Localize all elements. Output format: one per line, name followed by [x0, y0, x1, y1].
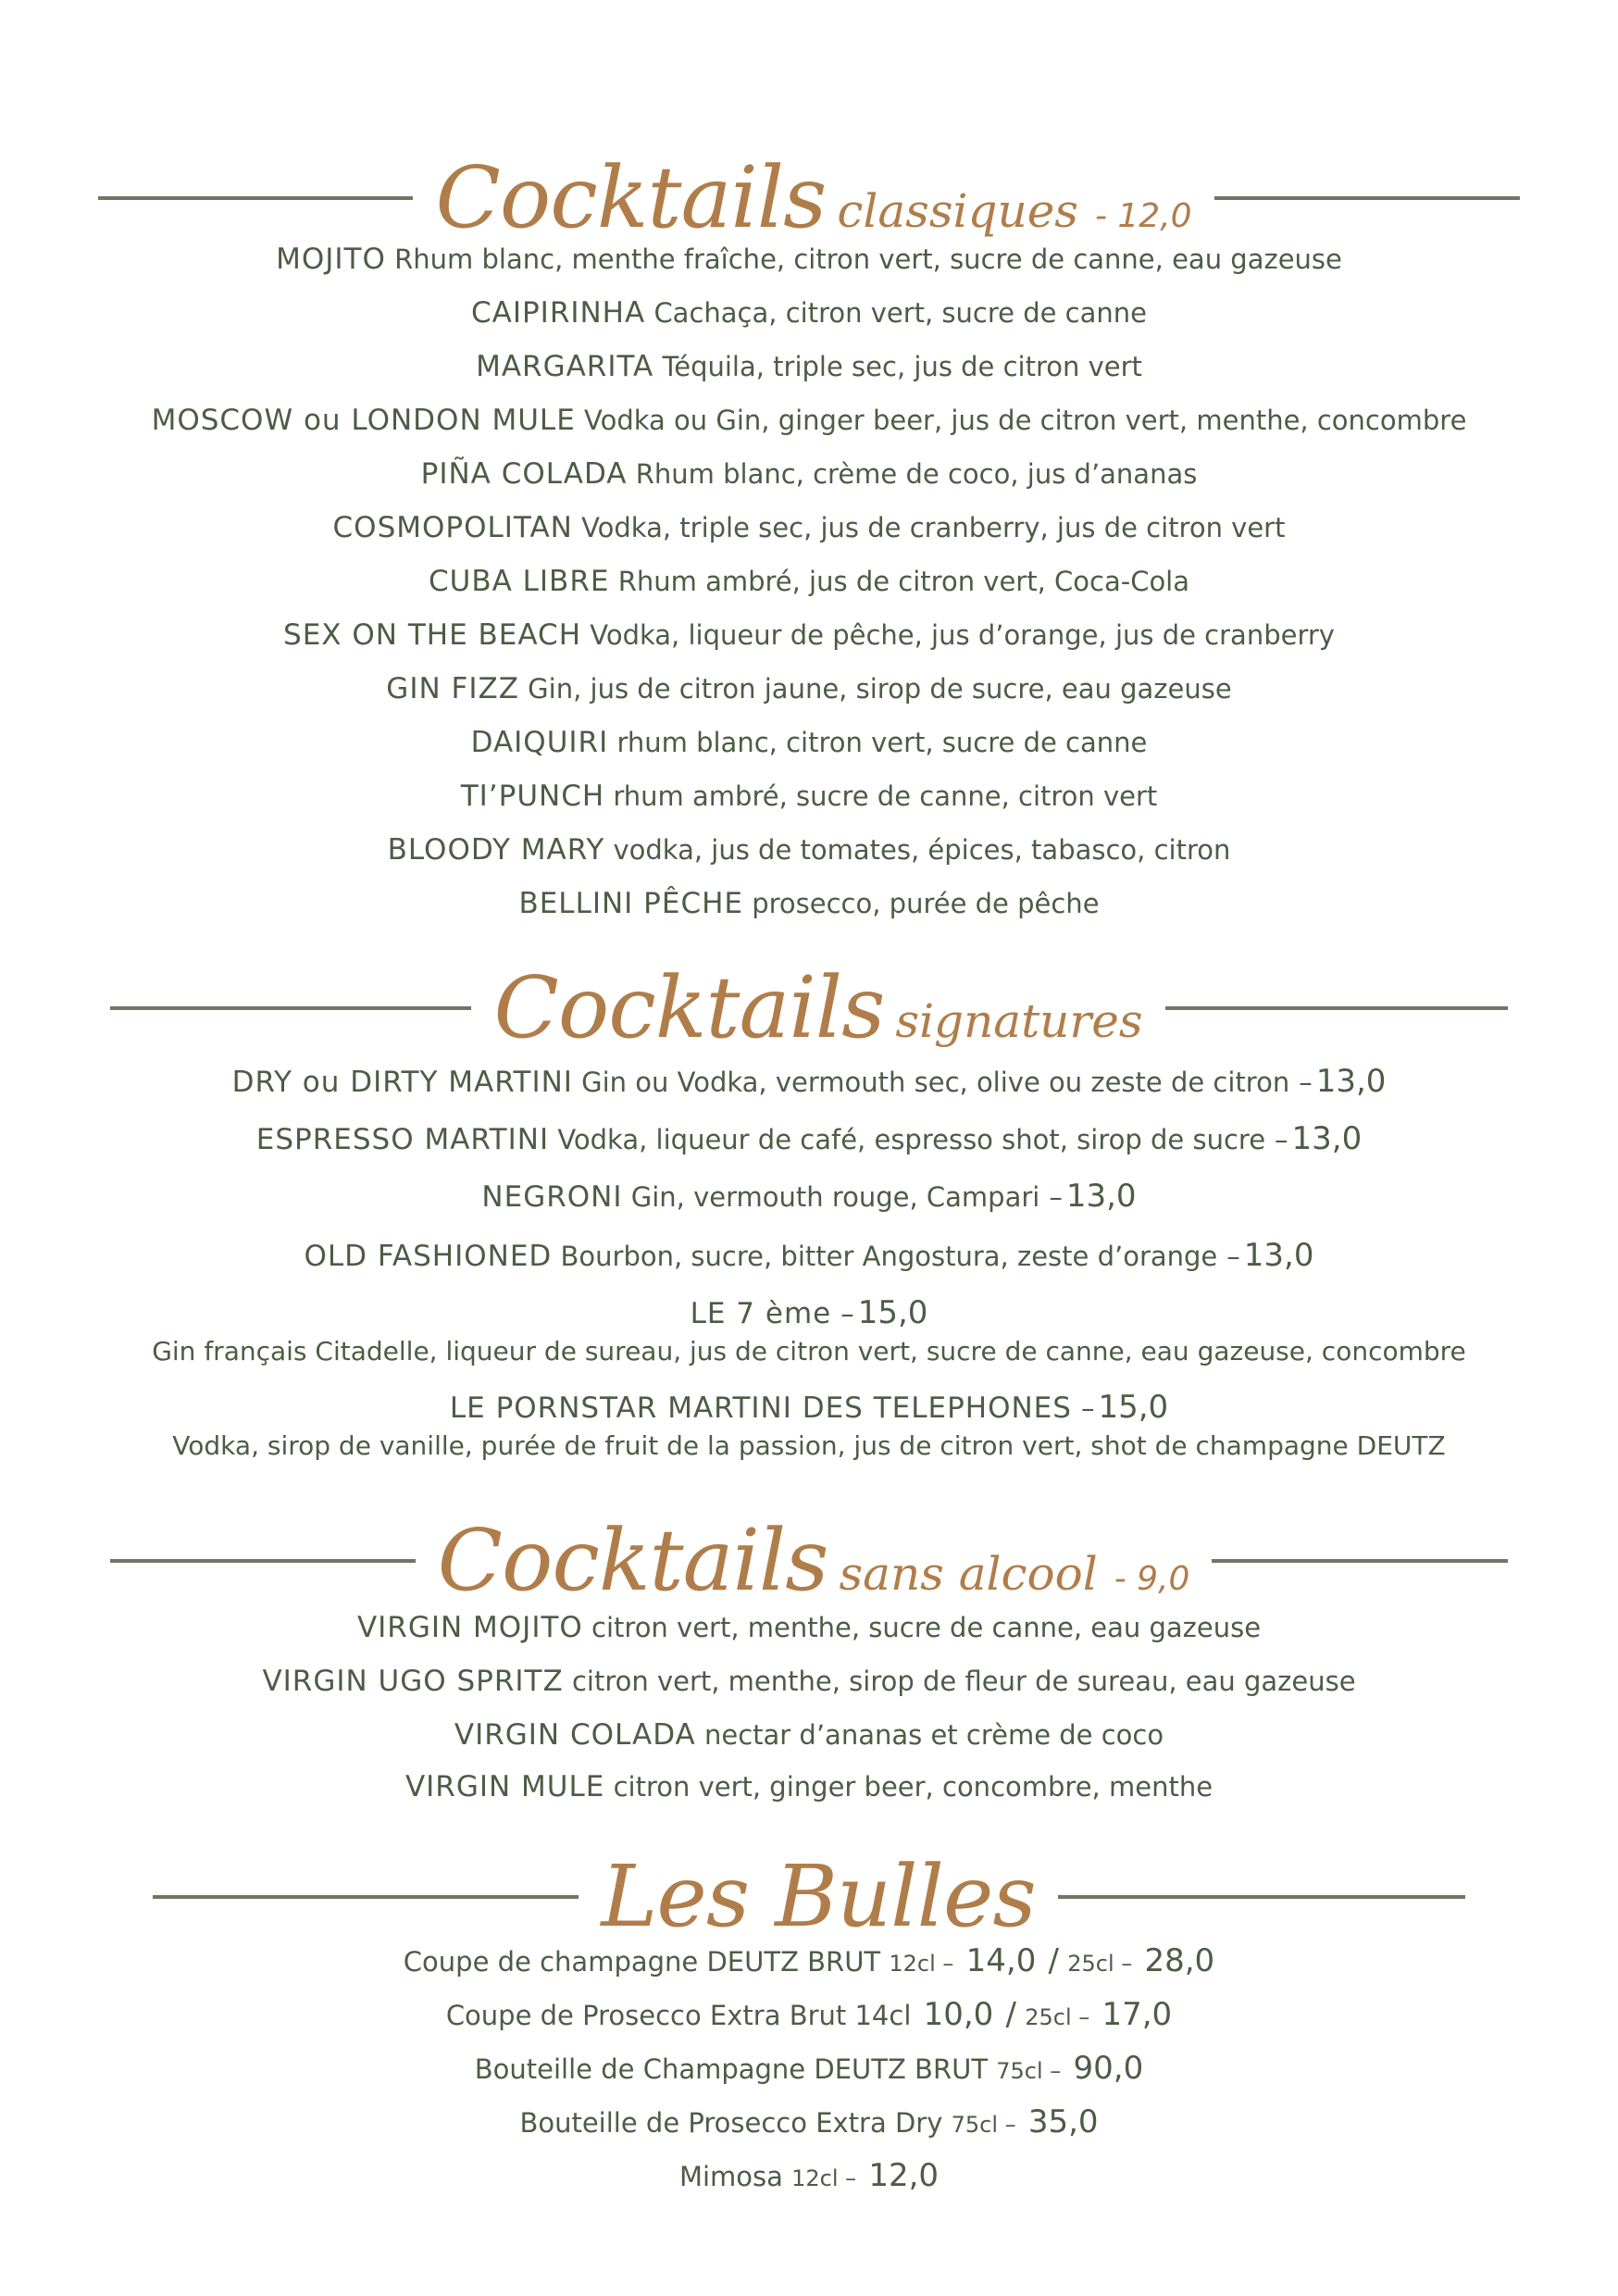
item-desc: Rhum ambré, jus de citron vert, Coca-Cola [617, 566, 1190, 597]
menu-item-margarita [0, 350, 1618, 383]
item-name: GIN FIZZ [386, 672, 519, 705]
section-title-sub: sans alcool [839, 1547, 1098, 1601]
bulles-item-coupe-champagne [0, 1942, 1618, 1979]
item-label: Bouteille de Champagne DEUTZ BRUT [474, 2053, 989, 2085]
item-name: ESPRESSO MARTINI [255, 1123, 550, 1156]
item-name: NEGRONI [481, 1180, 623, 1214]
item-desc: vodka, jus de tomates, épices, tabasco, citron [613, 834, 1231, 866]
item-price: 14,0 [965, 1942, 1037, 1979]
item-name: DRY ou DIRTY MARTINI [231, 1066, 573, 1099]
menu-item-mule [0, 404, 1618, 437]
header-rule-right [1214, 196, 1520, 200]
item-name: MARGARITA [476, 350, 654, 383]
item-desc: prosecco, purée de pêche [752, 888, 1100, 919]
item-label: Coupe de champagne DEUTZ BRUT [403, 1946, 881, 1978]
item-desc: Vodka, liqueur de café, espresso shot, sirop de sucre [557, 1124, 1266, 1155]
menu-item-cuba-libre [0, 565, 1618, 598]
item-name: COSMOPOLITAN [332, 511, 573, 544]
item-volume: 12cl – [889, 1951, 954, 1977]
item-name: LE PORNSTAR MARTINI DES TELEPHONES [449, 1391, 1072, 1425]
item-name: VIRGIN COLADA [454, 1718, 696, 1752]
section-header-signatures [0, 958, 1618, 1057]
section-title-main: Cocktails [435, 148, 827, 247]
item-volume: 12cl – [791, 2165, 857, 2191]
item-name: DAIQUIRI [470, 726, 609, 759]
menu-item-dry-martini [0, 1063, 1618, 1100]
menu-item-espresso-martini [0, 1120, 1618, 1157]
menu-item-pornstar-desc: Vodka, sirop de vanille, purée de fruit de la passion, jus de citron vert, shot de champagne DEUTZ [172, 1430, 1446, 1461]
menu-item-virgin-ugo-spritz [0, 1665, 1618, 1698]
item-price: 12,0 [868, 2157, 940, 2194]
item-separator: / [1048, 1942, 1060, 1979]
menu-item-virgin-mojito [0, 1611, 1618, 1644]
item-volume: 25cl – [1067, 1951, 1133, 1977]
menu-item-caipirinha [0, 296, 1618, 330]
item-desc: citron vert, menthe, sucre de canne, eau gazeuse [591, 1612, 1262, 1643]
item-name: CUBA LIBRE [428, 565, 610, 598]
item-dash: – [1299, 1067, 1313, 1098]
item-price: 13,0 [1291, 1120, 1363, 1157]
section-title-main: Cocktails [493, 958, 885, 1057]
menu-item-negroni [0, 1178, 1618, 1215]
item-price: 17,0 [1101, 1996, 1173, 2033]
header-rule-left [110, 1006, 471, 1010]
item-price: 90,0 [1073, 2050, 1144, 2087]
item-price: 13,0 [1315, 1063, 1387, 1100]
menu-item-virgin-mule [0, 1770, 1618, 1803]
menu-item-le-7eme-desc: Gin français Citadelle, liqueur de sureau, jus de citron vert, sucre de canne, eau gazeuse, concombre [152, 1336, 1466, 1366]
item-volume: 75cl – [951, 2112, 1016, 2138]
item-volume: 14cl [854, 2000, 912, 2031]
item-price: 13,0 [1065, 1178, 1137, 1215]
menu-item-mojito [0, 243, 1618, 276]
item-price: 28,0 [1144, 1942, 1215, 1979]
item-label: Coupe de Prosecco Extra Brut [445, 2000, 847, 2031]
item-name: VIRGIN MULE [404, 1770, 605, 1803]
menu-item-daiquiri [0, 726, 1618, 759]
menu-item-old-fashioned [0, 1237, 1618, 1274]
menu-item-le-7eme [0, 1294, 1618, 1331]
item-separator: / [1005, 1996, 1016, 2033]
section-title-main: Cocktails [437, 1511, 828, 1610]
bulles-item-mimosa [0, 2157, 1618, 2194]
header-rule-left [153, 1895, 579, 1899]
header-rule-right [1212, 1559, 1508, 1563]
item-name: TI’PUNCH [460, 780, 605, 813]
item-label: Bouteille de Prosecco Extra Dry [519, 2107, 943, 2139]
header-rule-left [98, 196, 413, 200]
header-rule-right [1165, 1006, 1508, 1010]
item-dash: – [1080, 1392, 1095, 1424]
item-name: MOJITO [276, 243, 386, 276]
header-rule-right [1058, 1895, 1465, 1899]
menu-item-bellini [0, 887, 1618, 920]
header-rule-left [110, 1559, 416, 1563]
item-desc: rhum ambré, sucre de canne, citron vert [613, 780, 1158, 812]
item-name: VIRGIN MOJITO [356, 1611, 583, 1644]
section-price: - 12,0 [1094, 197, 1192, 235]
item-desc: citron vert, ginger beer, concombre, menthe [613, 1771, 1214, 1803]
item-desc: nectar d’ananas et crème de coco [703, 1719, 1164, 1751]
item-dash: – [1275, 1124, 1288, 1155]
menu-item-gin-fizz [0, 672, 1618, 705]
item-desc: Bourbon, sucre, bitter Angostura, zeste d’orange [560, 1241, 1218, 1272]
section-title-sub: signatures [895, 994, 1143, 1048]
item-dash: – [1226, 1241, 1240, 1272]
item-name: OLD FASHIONED [304, 1240, 553, 1273]
item-name: BELLINI PÊCHE [518, 887, 743, 920]
menu-item-pornstar [0, 1389, 1618, 1426]
menu-item-cosmopolitan [0, 511, 1618, 544]
menu-item-pina-colada [0, 457, 1618, 491]
item-name: LE 7 ème [690, 1297, 832, 1330]
item-desc: rhum blanc, citron vert, sucre de canne [616, 727, 1148, 758]
item-desc: Gin, vermouth rouge, Campari [630, 1181, 1040, 1213]
section-header-bulles [0, 1847, 1618, 1946]
section-title-sub: classiques [837, 184, 1078, 238]
item-volume: 25cl – [1025, 2004, 1090, 2030]
item-name: BLOODY MARY [387, 833, 605, 867]
section-header-sans-alcool [0, 1511, 1618, 1610]
menu-item-ti-punch [0, 780, 1618, 813]
item-desc: Gin, jus de citron jaune, sirop de sucre, eau gazeuse [528, 673, 1232, 705]
item-desc: Cachaça, citron vert, sucre de canne [653, 297, 1148, 329]
item-label: Mimosa [678, 2161, 783, 2192]
item-desc: Vodka, triple sec, jus de cranberry, jus de citron vert [581, 512, 1286, 543]
section-title-main: Les Bulles [601, 1847, 1036, 1946]
item-volume: 75cl – [996, 2058, 1062, 2084]
section-title [579, 1847, 1057, 1946]
item-price: 15,0 [857, 1294, 928, 1331]
item-price: 13,0 [1243, 1237, 1314, 1274]
section-title [416, 1511, 1213, 1610]
item-name: CAIPIRINHA [470, 296, 646, 330]
item-desc: Rhum blanc, menthe fraîche, citron vert, sucre de canne, eau gazeuse [394, 243, 1342, 275]
item-name: VIRGIN UGO SPRITZ [262, 1665, 564, 1698]
menu-item-bloody-mary [0, 833, 1618, 867]
item-price: 15,0 [1098, 1389, 1169, 1426]
item-price: 10,0 [923, 1996, 994, 2033]
section-title [471, 958, 1164, 1057]
bulles-item-bouteille-champagne [0, 2050, 1618, 2087]
item-dash: – [840, 1298, 854, 1329]
item-price: 35,0 [1027, 2103, 1099, 2140]
item-name: PIÑA COLADA [420, 457, 628, 491]
section-header-classiques [0, 148, 1618, 247]
item-desc: Gin ou Vodka, vermouth sec, olive ou zeste de citron [581, 1067, 1290, 1098]
section-price: - 9,0 [1114, 1560, 1190, 1598]
item-desc: Vodka ou Gin, ginger beer, jus de citron vert, menthe, concombre [584, 405, 1467, 436]
bulles-item-coupe-prosecco [0, 1996, 1618, 2033]
item-name: MOSCOW ou LONDON MULE [151, 404, 576, 437]
item-desc: Téquila, triple sec, jus de citron vert [662, 351, 1142, 382]
item-desc: Rhum blanc, crème de coco, jus d’ananas [635, 458, 1198, 490]
item-desc: citron vert, menthe, sirop de fleur de sureau, eau gazeuse [571, 1666, 1356, 1697]
item-dash: – [1049, 1181, 1063, 1213]
section-title [413, 148, 1214, 247]
menu-item-virgin-colada [0, 1718, 1618, 1752]
item-name: SEX ON THE BEACH [283, 618, 582, 652]
item-desc: Vodka, liqueur de pêche, jus d’orange, jus de cranberry [590, 619, 1335, 651]
menu-item-sex-on-the-beach [0, 618, 1618, 652]
bulles-item-bouteille-prosecco [0, 2103, 1618, 2140]
